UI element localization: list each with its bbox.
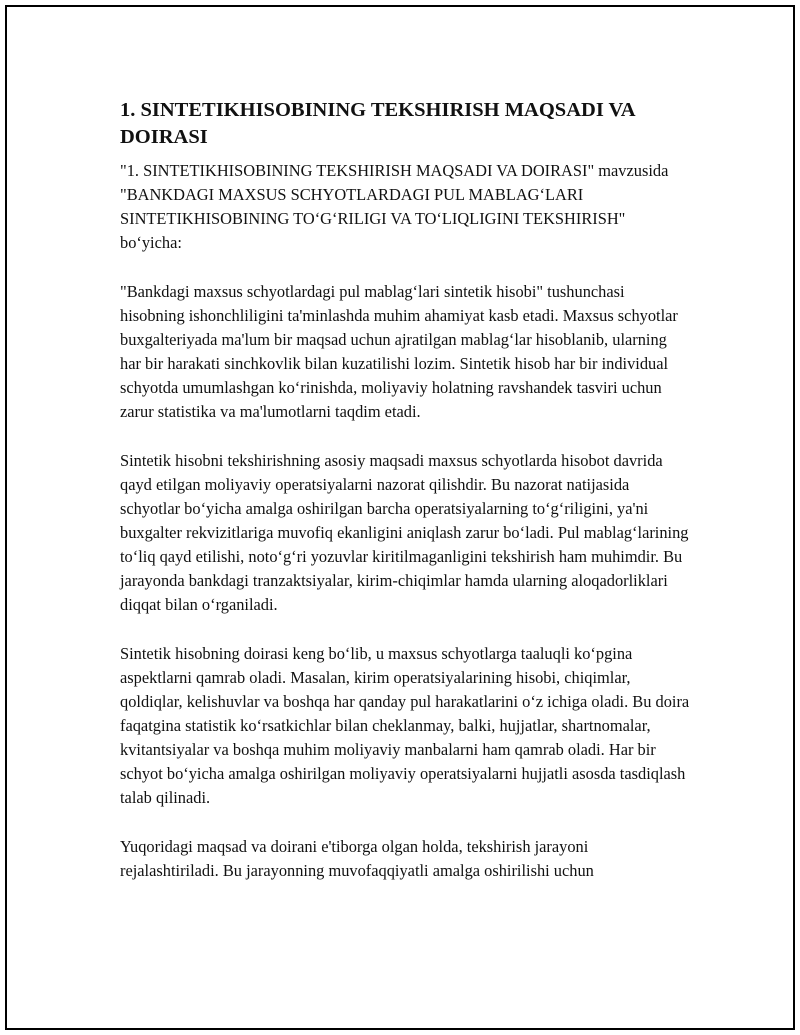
paragraph-intro: "1. SINTETIKHISOBINING TEKSHIRISH MAQSADI VA DOIRASI" mavzusida "BANKDAGI MAXSUS SCHYOTLARDAGI PUL MABLAG‘LARI SINTETIKHISOBINING TO‘G‘RILIGI VA TO‘LIQLIGINI TEKSHIRISH" bo‘yicha: — [120, 161, 669, 252]
paragraph-purpose: Sintetik hisobni tekshirishning asosiy maqsadi maxsus schyotlarda hisobot davrida qayd etilgan moliyaviy operatsiyalarni nazorat qilishdir. Bu nazorat natijasida schyotlar bo‘yicha amalga oshirilgan barcha operatsiyalarning to‘g‘riligini, ya'ni buxgalter rekvizitlariga muvofiq ekanligini aniqlash zarur bo‘ladi. Pul mablag‘larining to‘liq qayd etilishi, noto‘g‘ri yozuvlar kiritilmaganligini tekshirish ham muhimdir. Bu jarayonda bankdagi tranzaktsiyalar, kirim-chiqimlar hamda ularning aloqadorliklari diqqat bilan o‘rganiladi. — [120, 451, 689, 614]
page-frame — [5, 5, 795, 1030]
document-body — [120, 97, 690, 908]
document-title: 1. SINTETIKHISOBINING TEKSHIRISH MAQSADI VA DOIRASI — [120, 99, 635, 148]
paragraph-planning: Yuqoridagi maqsad va doirani e'tiborga olgan holda, tekshirish jarayoni rejalashtiriladi. Bu jarayonning muvofaqqiyatli amalga oshirilishi uchun — [120, 837, 594, 880]
paragraph-scope: Sintetik hisobning doirasi keng bo‘lib, u maxsus schyotlarga taaluqli ko‘pgina aspektlarni qamrab oladi. Masalan, kirim operatsiyalarining hisobi, chiqimlar, qoldiqlar, kelishuvlar va boshqa har qanday pul harakatlarini o‘z ichiga oladi. Bu doira faqatgina statistik ko‘rsatkichlar bilan cheklanmay, balki, hujjatlar, shartnomalar, kvitantsiyalar va boshqa muhim moliyaviy manbalarni ham qamrab oladi. Har bir schyot bo‘yicha amalga oshirilgan moliyaviy operatsiyalarni hujjatli asosda tasdiqlash talab qilinadi. — [120, 644, 690, 807]
paragraph-definition: "Bankdagi maxsus schyotlardagi pul mablag‘lari sintetik hisobi" tushunchasi hisobning ishonchliligini ta'minlashda muhim ahamiyat kasb etadi. Maxsus schyotlar buxgalteriyada ma'lum bir maqsad uchun ajratilgan mablag‘lar hisoblanib, ularning har bir harakati sinchkovlik bilan kuzatilishi lozim. Sintetik hisob har bir individual schyotda umumlashgan ko‘rinishda, moliyaviy holatning ravshandek tasviri uchun zarur statistika va ma'lumotlarni taqdim etadi. — [120, 282, 678, 421]
